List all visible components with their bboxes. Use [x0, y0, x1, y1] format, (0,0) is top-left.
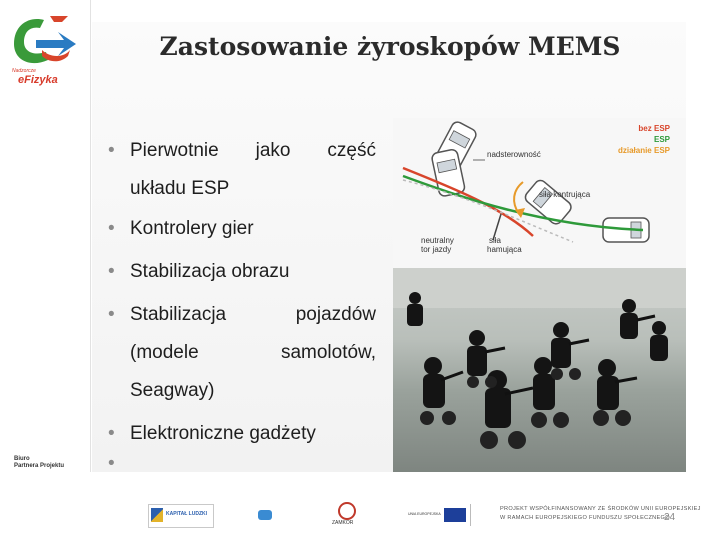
bullet-item: • Stabilizacja obrazu	[108, 253, 376, 291]
bullet-line: układu ESP	[130, 178, 230, 199]
segway-riders-graphic	[393, 268, 686, 472]
legend-bez-esp: bez ESP	[638, 124, 670, 133]
zamkor-text: ZAMKOR	[332, 520, 354, 526]
eu-text: UNIA EUROPEJSKA	[408, 512, 441, 516]
bullet-item	[108, 132, 376, 208]
label-sila-hamujaca-1: siła	[489, 236, 502, 245]
segway-photo	[393, 268, 686, 472]
label-neutralny-1: neutralny	[421, 236, 454, 245]
zamkor-icon	[338, 502, 356, 520]
eu-flag-icon	[444, 508, 466, 522]
legend-esp: ESP	[653, 135, 670, 144]
bullet-word: pojazdów	[295, 304, 376, 325]
bullet-list	[108, 132, 376, 475]
kapital-ludzki-text: KAPITAŁ LUDZKI	[166, 511, 208, 517]
label-nadsterownosc: nadsterowność	[487, 150, 541, 159]
project-line: PROJEKT WSPÓŁFINANSOWANY ZE ŚRODKÓW UNII EUROPEJSKIEJ	[500, 506, 701, 512]
slide-title: Zastosowanie żyroskopów MEMS	[159, 32, 621, 61]
map-icon	[258, 510, 272, 520]
footer-divider	[470, 504, 471, 526]
bullet-word: • Stabilizacja	[130, 304, 227, 325]
label-sila-hamujaca-2: hamująca	[487, 245, 522, 254]
label-sila-kontrujaca: siła kontrująca	[539, 190, 591, 199]
bullet-word: część	[327, 140, 376, 161]
legend-dzialanie-esp: działanie ESP	[617, 146, 670, 155]
label-neutralny-2: tor jazdy	[421, 245, 452, 254]
sidebar-divider	[90, 0, 91, 540]
bullet-word: samolotów,	[280, 342, 376, 363]
sidebar	[0, 0, 92, 540]
footer-logo-map	[258, 506, 288, 524]
bullet-item	[108, 296, 376, 410]
bullet-item: • Elektroniczne gadżety	[108, 415, 376, 453]
footer-logo-eu	[408, 506, 466, 524]
office-title-2: Partnera Projektu	[14, 463, 65, 469]
bullet-word: • Pierwotnie	[130, 140, 219, 161]
project-line: W RAMACH EUROPEJSKIEGO FUNDUSZU SPOŁECZNEGO	[500, 515, 670, 521]
bullet-item: • Kontrolery gier	[108, 210, 376, 248]
kapital-ludzki-icon	[151, 508, 163, 522]
office-title-1: Biuro	[14, 456, 30, 462]
esp-diagram	[393, 118, 686, 268]
logo-caption: Nadzorcze	[12, 68, 36, 74]
bullet-word: jako	[255, 140, 291, 161]
efizyka-logo-icon	[6, 10, 86, 74]
bullet-word: (modele	[130, 342, 199, 363]
logo-name: eFizyka	[18, 74, 58, 86]
page-number: 24	[664, 512, 676, 523]
footer-logo-kapital-ludzki	[148, 504, 214, 528]
footer-logo-zamkor	[332, 502, 360, 528]
bullet-line: Seagway)	[130, 380, 215, 401]
